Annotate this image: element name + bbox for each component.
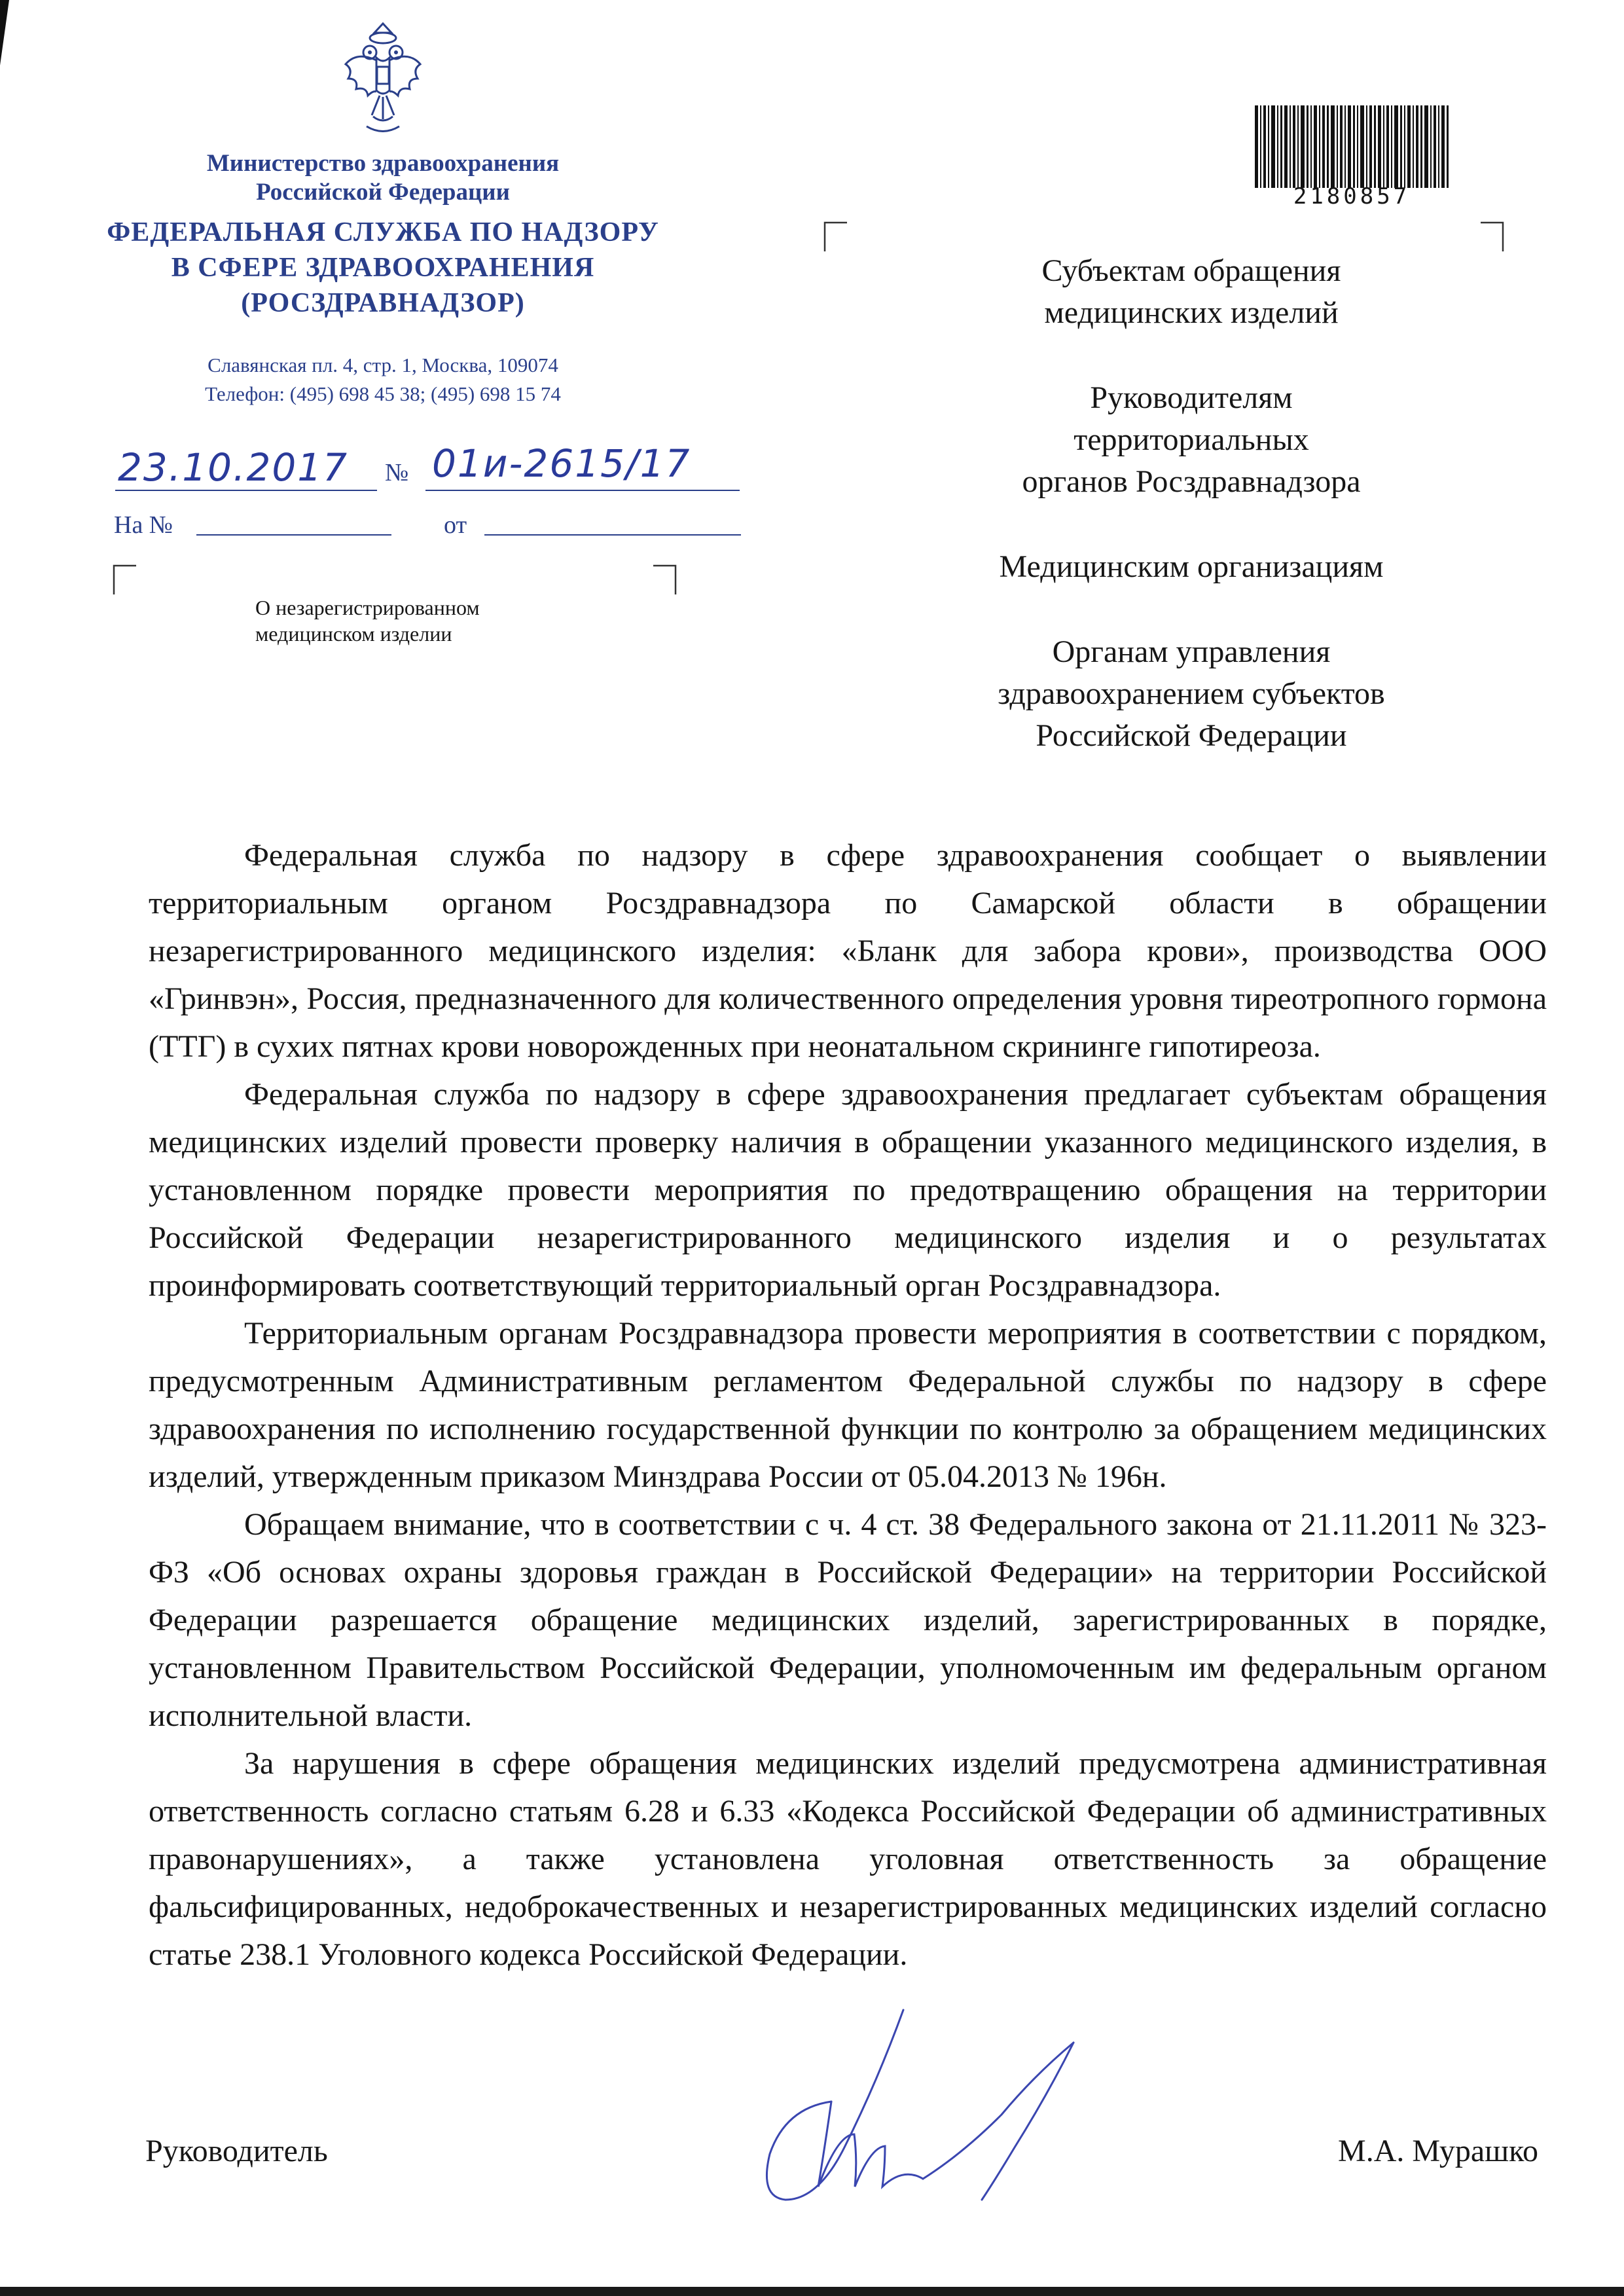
scan-corner-mark	[0, 0, 20, 72]
addressee-line: Медицинским организациям	[999, 549, 1384, 584]
addressee-line: Органам управления	[1052, 634, 1331, 669]
service-name	[85, 215, 681, 321]
number-underline	[425, 490, 740, 491]
handwritten-date: 23.10.2017	[118, 445, 349, 490]
body-paragraph: За нарушения в сфере обращения медицинских изделий предусмотрена административная ответственность согласно статьям 6.28 и 6.33 «Кодекса Российской Федерации об административных правонарушениях», а также установлена уголовная ответственность за обращение фальсифицированных, недоброкачественных и незарегистрированных медицинских изделий согласно статье 238.1 Уголовного кодекса Российской Федерации.	[149, 1746, 1547, 1972]
scan-bottom-edge	[0, 2287, 1624, 2296]
reply-number-label: На №	[114, 511, 173, 539]
addressee-list	[910, 250, 1473, 800]
addressee-line: территориальных	[1074, 422, 1309, 457]
addressee-line: Руководителям	[1090, 380, 1293, 415]
number-label: №	[385, 459, 409, 486]
body-paragraph: Федеральная служба по надзору в сфере здравоохранения сообщает о выявлении территориальным органом Росздравнадзора по Самарской области в обращении незарегистрированного медицинского изделия: «Бланк для забора крови», производства ООО «Гринвэн», Россия, предназначенного для количественного определения уровня тиреотропного гормона (ТТГ) в сухих пятнах крови новорожденных при неонатальном скрининге гипотиреоза.	[149, 838, 1547, 1064]
ministry-name	[111, 149, 655, 207]
addressee-line: Субъектам обращения	[1041, 253, 1341, 288]
barcode-number: 2180857	[1293, 183, 1411, 210]
handwritten-signature	[707, 2003, 1113, 2219]
registration-block	[111, 441, 792, 539]
handwritten-number: 01и-2615/17	[432, 441, 691, 486]
ministry-line: Министерство здравоохранения	[206, 150, 560, 177]
subject-line: О незарегистрированном	[255, 596, 480, 619]
addressee-item	[910, 377, 1473, 503]
addressee-bracket-right	[1481, 221, 1504, 251]
addressee-line: медицинских изделий	[1044, 295, 1339, 330]
addressee-item	[910, 631, 1473, 757]
service-address	[111, 351, 655, 409]
addressee-line: Российской Федерации	[1036, 718, 1347, 753]
service-line: (РОСЗДРАВНАДЗОР)	[241, 288, 525, 318]
addressee-item	[910, 250, 1473, 334]
signatory-title: Руководитель	[145, 2134, 328, 2168]
body-paragraph: Федеральная служба по надзору в сфере здравоохранения предлагает субъектам обращения медицинских изделий провести проверку наличия в обращении указанного медицинского изделия, в установленном порядке провести мероприятия по предотвращению обращения на территории Российской Федерации незарегистрированного медицинского изделия и о результатах проинформировать соответствующий территориальный орган Росздравнадзора.	[149, 1077, 1547, 1303]
address-line: Славянская пл. 4, стр. 1, Москва, 109074	[208, 354, 558, 376]
addressee-line: здравоохранением субъектов	[998, 676, 1385, 711]
addressee-bracket-left	[823, 221, 847, 251]
body-paragraph: Территориальным органам Росздравнадзора провести мероприятия в соответствии с порядком, предусмотренным Административным регламентом Федеральной службы по надзору в сфере здравоохранения по исполнению государственной функции по контролю за обращением медицинских изделий, утвержденным приказом Минздрава России от 05.04.2013 № 196н.	[149, 1316, 1547, 1494]
letter-subject	[255, 594, 583, 647]
letter-body	[149, 831, 1547, 1978]
subject-bracket-left	[113, 564, 136, 594]
service-line: В СФЕРЕ ЗДРАВООХРАНЕНИЯ	[171, 253, 595, 283]
service-line: ФЕДЕРАЛЬНАЯ СЛУЖБА ПО НАДЗОРУ	[107, 217, 659, 247]
addressee-line: органов Росздравнадзора	[1022, 464, 1361, 499]
date-underline	[115, 490, 377, 491]
reply-number-underline	[196, 534, 391, 536]
address-line: Телефон: (495) 698 45 38; (495) 698 15 74	[205, 382, 561, 405]
subject-line: медицинском изделии	[255, 622, 452, 646]
signatory-name: М.А. Мурашко	[1338, 2134, 1538, 2168]
subject-bracket-right	[653, 564, 677, 594]
ministry-line: Российской Федерации	[256, 179, 510, 206]
reply-from-label: от	[444, 511, 467, 539]
addressee-item	[910, 546, 1473, 588]
coat-of-arms-emblem	[340, 18, 425, 143]
body-paragraph: Обращаем внимание, что в соответствии с ч. 4 ст. 38 Федерального закона от 21.11.2011 № 323-ФЗ «Об основах охраны здоровья граждан в Российской Федерации» на территории Российской Федерации разрешается обращение медицинских изделий, зарегистрированных в порядке, установленном Правительством Российской Федерации, уполномоченным им федеральным органом исполнительной власти.	[149, 1507, 1547, 1733]
reply-from-underline	[484, 534, 741, 536]
